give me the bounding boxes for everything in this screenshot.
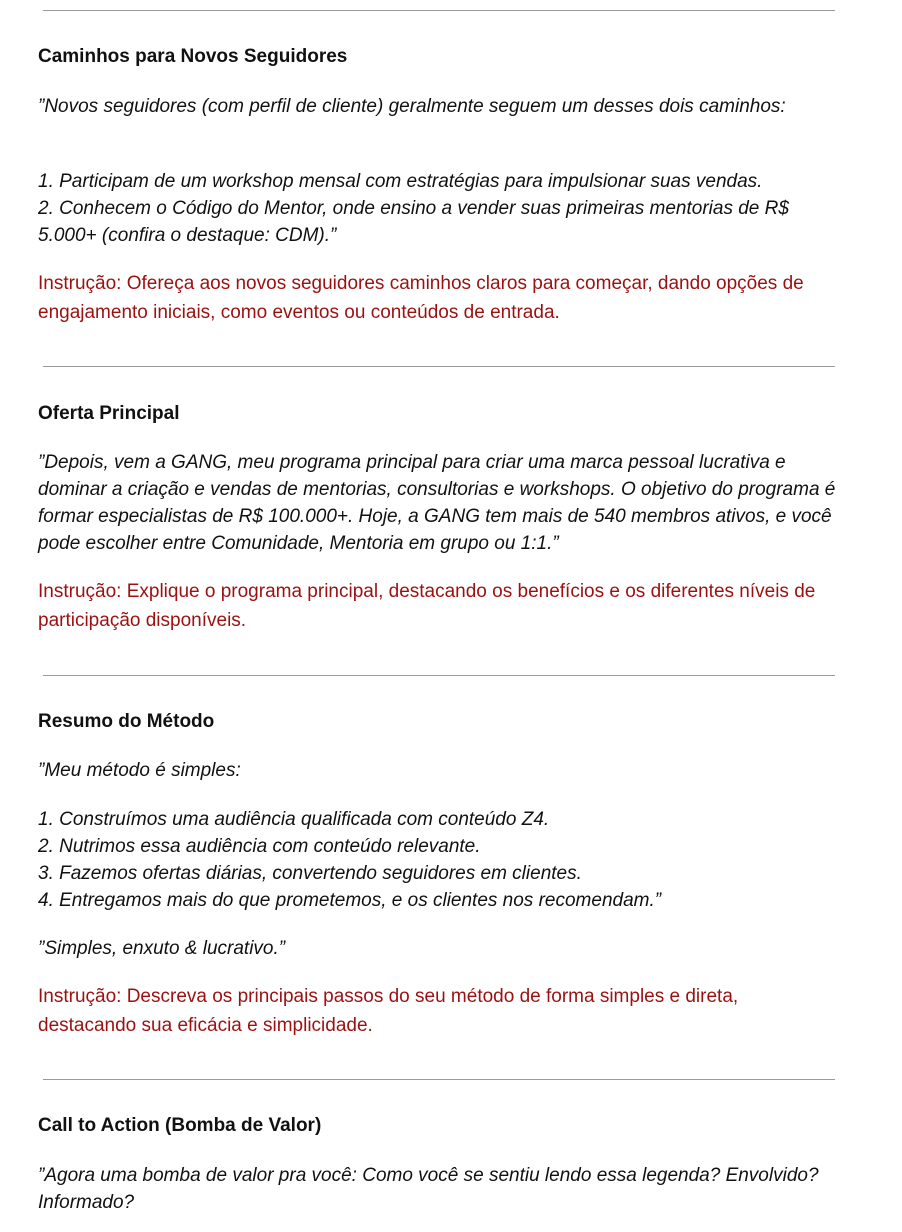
instruction-text: Instrução: Descreva os principais passos do seu método de forma simples e direta, destacando sua eficácia e simplicidade. bbox=[38, 986, 739, 1036]
quote-outro bbox=[38, 935, 848, 962]
section-quote bbox=[38, 757, 848, 784]
list-item: 2. Nutrimos essa audiência com conteúdo relevante. bbox=[38, 836, 481, 857]
section-quote bbox=[38, 449, 848, 557]
section-divider bbox=[43, 1079, 835, 1080]
section-title: Caminhos para Novos Seguidores bbox=[38, 46, 348, 67]
list-item: 2. Conhecem o Código do Mentor, onde ensino a vender suas primeiras mentorias de R$ 5.000+ (confira o destaque: CDM).” bbox=[38, 198, 789, 246]
section-quote bbox=[38, 93, 848, 120]
section-title: Call to Action (Bomba de Valor) bbox=[38, 1115, 322, 1136]
section-divider bbox=[43, 675, 835, 676]
list-item: 1. Construímos uma audiência qualificada com conteúdo Z4. bbox=[38, 809, 550, 830]
section-title: Oferta Principal bbox=[38, 403, 180, 424]
section-title: Resumo do Método bbox=[38, 711, 215, 732]
quote-list bbox=[38, 806, 848, 914]
section-divider bbox=[43, 366, 835, 367]
quote-intro: ”Depois, vem a GANG, meu programa principal para criar uma marca pessoal lucrativa e dominar a criação e vendas de mentorias, consultorias e workshops. O objetivo do programa é formar especialistas de R$ 100.000+. Hoje, a GANG tem mais de 540 membros ativos, e você pode escolher entre Comunidade, Mentoria em grupo ou 1:1.” bbox=[38, 452, 836, 554]
quote-outro-text: ”Simples, enxuto & lucrativo.” bbox=[38, 938, 286, 959]
quote-intro: ”Meu método é simples: bbox=[38, 760, 241, 781]
list-item: 3. Fazemos ofertas diárias, convertendo seguidores em clientes. bbox=[38, 863, 582, 884]
quote-intro: ”Novos seguidores (com perfil de cliente) geralmente seguem um desses dois caminhos: bbox=[38, 96, 786, 117]
list-item: 4. Entregamos mais do que prometemos, e os clientes nos recomendam.” bbox=[38, 890, 662, 911]
instruction-text: Instrução: Ofereça aos novos seguidores caminhos claros para começar, dando opções de engajamento iniciais, como eventos ou conteúdos de entrada. bbox=[38, 273, 804, 323]
section-quote bbox=[38, 1162, 848, 1216]
quote-list bbox=[38, 168, 848, 249]
list-item: 1. Participam de um workshop mensal com estratégias para impulsionar suas vendas. bbox=[38, 171, 763, 192]
section-divider bbox=[43, 10, 835, 11]
instruction-text: Instrução: Explique o programa principal, destacando os benefícios e os diferentes níveis de participação disponíveis. bbox=[38, 581, 816, 631]
quote-intro: ”Agora uma bomba de valor pra você: Como você se sentiu lendo essa legenda? Envolvido? Informado? bbox=[38, 1165, 819, 1213]
